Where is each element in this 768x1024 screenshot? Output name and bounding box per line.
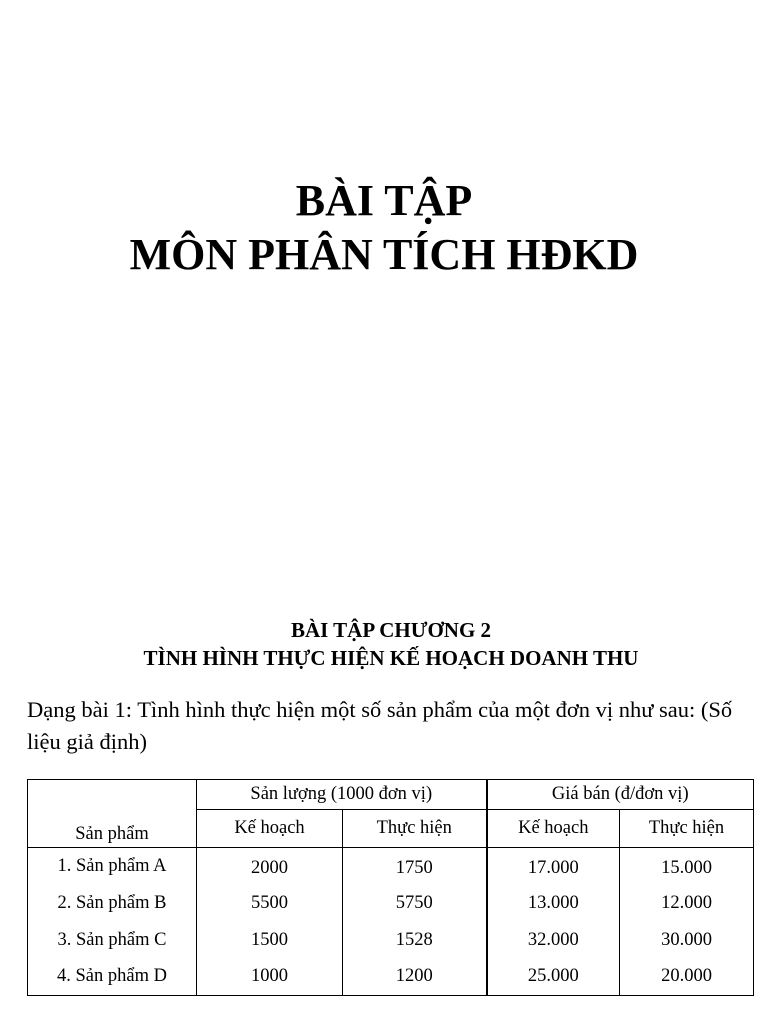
chapter-heading: BÀI TẬP CHƯƠNG 2 bbox=[290, 618, 492, 642]
row-volume-actual: 1528 bbox=[343, 922, 487, 959]
row-price-actual: 12.000 bbox=[620, 885, 754, 922]
table-row bbox=[28, 959, 754, 996]
header-product: Sản phẩm bbox=[28, 780, 197, 848]
exercise-intro: Dạng bài 1: Tình hình thực hiện một số sản phẩm của một đơn vị như sau: (Số liệu giả định) bbox=[27, 697, 733, 754]
table-row bbox=[28, 922, 754, 959]
row-volume-plan: 5500 bbox=[197, 885, 343, 922]
table-header-row-groups bbox=[28, 780, 754, 810]
row-price-plan: 32.000 bbox=[487, 922, 620, 959]
page-title-line-1: BÀI TẬP bbox=[295, 176, 473, 225]
row-volume-plan: 1500 bbox=[197, 922, 343, 959]
product-data-table bbox=[27, 779, 754, 996]
row-price-plan: 13.000 bbox=[487, 885, 620, 922]
page-title-line-2: MÔN PHÂN TÍCH HĐKD bbox=[129, 230, 639, 279]
row-price-actual: 15.000 bbox=[620, 848, 754, 885]
table-row bbox=[28, 885, 754, 922]
chapter-subheading: TÌNH HÌNH THỰC HIỆN KẾ HOẠCH DOANH THU bbox=[143, 646, 639, 670]
row-price-actual: 20.000 bbox=[620, 959, 754, 996]
header-volume-plan: Kế hoạch bbox=[197, 810, 343, 848]
header-price-group: Giá bán (đ/đơn vị) bbox=[487, 780, 754, 810]
row-product-name: 1. Sản phẩm A bbox=[28, 848, 197, 885]
row-price-actual: 30.000 bbox=[620, 922, 754, 959]
header-volume-group: Sản lượng (1000 đơn vị) bbox=[197, 780, 487, 810]
row-volume-plan: 2000 bbox=[197, 848, 343, 885]
row-volume-actual: 1750 bbox=[343, 848, 487, 885]
row-product-name: 3. Sản phẩm C bbox=[28, 922, 197, 959]
row-volume-actual: 5750 bbox=[343, 885, 487, 922]
table-row bbox=[28, 848, 754, 885]
row-volume-actual: 1200 bbox=[343, 959, 487, 996]
header-price-actual: Thực hiện bbox=[620, 810, 754, 848]
row-price-plan: 25.000 bbox=[487, 959, 620, 996]
row-product-name: 4. Sản phẩm D bbox=[28, 959, 197, 996]
row-product-name: 2. Sản phẩm B bbox=[28, 885, 197, 922]
header-volume-actual: Thực hiện bbox=[343, 810, 487, 848]
row-price-plan: 17.000 bbox=[487, 848, 620, 885]
row-volume-plan: 1000 bbox=[197, 959, 343, 996]
header-price-plan: Kế hoạch bbox=[487, 810, 620, 848]
